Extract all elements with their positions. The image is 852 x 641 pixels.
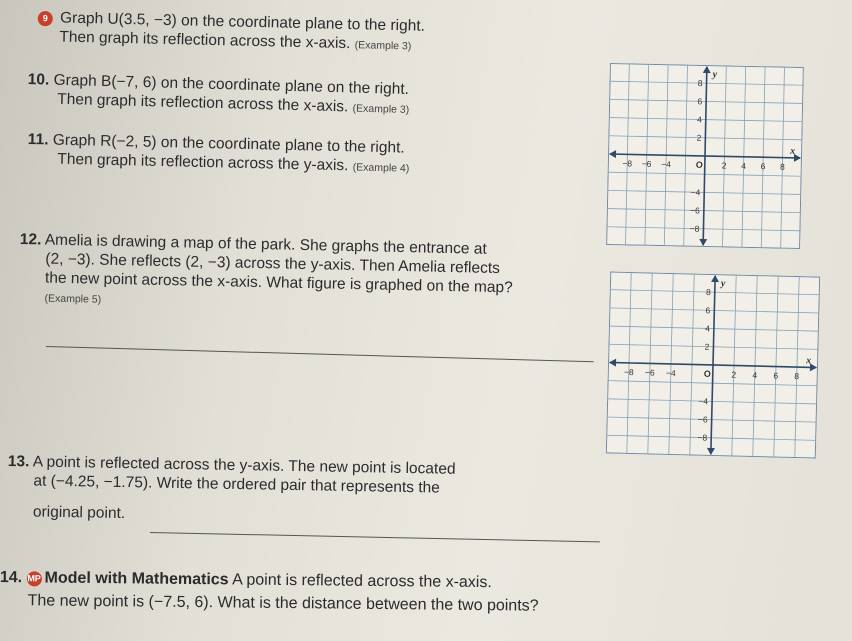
problem-12 [18,230,513,318]
problem-13-answer-line[interactable] [150,532,600,542]
problem-9-number: 9 [38,11,53,26]
problem-12-number: 12. [19,230,42,249]
problem-11-number: 11. [27,130,49,149]
coordinate-plane-2[interactable] [606,271,820,458]
x-tick-label: 8 [779,161,785,172]
x-tick-label: −6 [641,158,652,169]
problem-12-example: (Example 5) [44,292,102,306]
x-tick-label: 6 [760,161,766,172]
x-tick-label: −6 [644,367,655,378]
problem-9-example: (Example 3) [354,39,412,53]
y-tick-label: 8 [705,287,711,298]
problem-10 [27,70,410,120]
problem-13-line-1: A point is reflected across the y-axis. The new point is located [32,453,456,478]
x-tick-label: −8 [622,158,633,169]
y-tick-label: 8 [697,78,703,89]
problem-14-line-2: The new point is (−7.5, 6). What is the distance between the two points? [27,592,539,615]
problem-11-line-1: Graph R(−2, 5) on the coordinate plane to the right. [52,131,405,157]
x-tick-label: 2 [731,369,737,380]
origin-label: O [695,159,703,170]
y-tick-label: −6 [690,205,700,216]
problem-12-line-1: Amelia is drawing a map of the park. She graphs the entrance at [44,231,487,258]
problem-13-line-3: original point. [32,503,126,523]
problem-11-line-2: Then graph its reflection across the y-axis. [57,150,349,175]
y-tick-label: 2 [704,341,710,352]
y-tick-label: 6 [705,305,711,316]
y-tick-label: −4 [698,396,709,407]
x-tick-label: −4 [665,367,676,379]
y-tick-label: 4 [705,323,711,334]
coordinate-plane-1[interactable] [606,63,804,249]
problem-13-line-2: at (−4.25, −1.75). Write the ordered pair that represents the [33,472,440,497]
y-tick-label: 4 [696,114,702,125]
problem-11-example: (Example 4) [352,161,410,175]
x-tick-label: 4 [741,160,747,171]
problem-14-number: 14. [0,568,23,587]
x-tick-label: 2 [721,160,727,171]
y-tick-label: −4 [690,187,701,198]
problem-12-line-2: (2, −3). She reflects (2, −3) across the y-axis. Then Amelia reflects [45,250,501,278]
y-tick-label: 6 [697,96,703,107]
problem-10-line-1: Graph B(−7, 6) on the coordinate plane on the right. [53,71,410,98]
problem-10-example: (Example 3) [352,102,410,116]
problem-12-line-3: the new point across the x-axis. What figure is graphed on the map? [44,269,513,297]
x-axis-label: x [790,145,796,157]
y-tick-label: −8 [689,223,700,234]
x-tick-label: −4 [661,159,671,170]
problem-14-title: Model with Mathematics [44,569,229,589]
problem-10-number: 10. [27,70,50,89]
x-tick-label: 8 [794,370,800,382]
problem-11 [27,130,410,179]
problem-10-line-2: Then graph its reflection across the x-axis. [57,90,349,116]
y-axis-label: y [720,278,726,290]
problem-14-line-1: A point is reflected across the x-axis. [232,571,492,592]
origin-label: O [703,368,711,379]
problem-9-line-1: Graph U(3.5, −3) on the coordinate plane to the right. [59,9,426,35]
x-tick-label: 4 [752,369,758,381]
x-tick-label: −8 [623,366,634,378]
problem-12-answer-line[interactable] [46,346,594,362]
x-tick-label: 6 [773,370,779,381]
problem-13 [7,452,456,529]
y-axis-label: y [712,69,718,81]
y-tick-label: −6 [697,414,708,425]
y-tick-label: −8 [697,432,708,443]
problem-9 [37,8,425,57]
problem-13-number: 13. [7,452,30,471]
problem-14 [0,568,539,616]
x-axis-label: x [805,355,812,367]
problem-14-mp-badge: MP [27,571,42,586]
y-tick-label: 2 [696,132,702,143]
problem-9-line-2: Then graph its reflection across the x-axis. [59,28,351,53]
